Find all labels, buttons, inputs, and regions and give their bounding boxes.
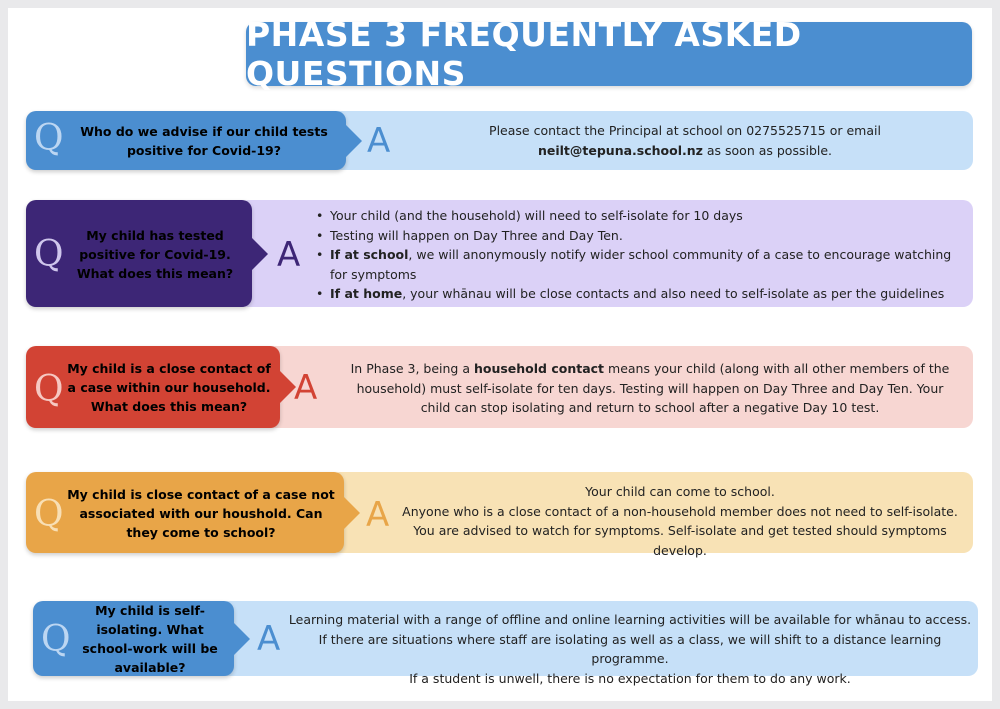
faq-4-q-letter: Q bbox=[34, 494, 64, 535]
faq-1-answer bbox=[405, 121, 965, 160]
list-item: • If at school, we will anonymously notify wider school community of a case to encourage watching for symptoms bbox=[314, 245, 964, 284]
faq-5-question: My child is self-isolating. What school-work will be available? bbox=[82, 602, 218, 675]
faq-1-a-letter: A bbox=[367, 121, 391, 161]
household-contact-term: household contact bbox=[473, 361, 605, 376]
faq-5-answer bbox=[288, 610, 972, 688]
faq-1-question: Who do we advise if our child tests positive for Covid-19? bbox=[80, 123, 328, 158]
faq-4-answer-line-3: You are advised to watch for symptoms. Self-isolate and get tested should symptoms develop. bbox=[413, 523, 947, 558]
faq-2-answer-list bbox=[314, 206, 964, 304]
faq-5-answer-line-1: Learning material with a range of offline and online learning activities will be available for whānau to access. bbox=[288, 612, 972, 627]
contact-email: neilt@tepuna.school.nz bbox=[537, 142, 703, 158]
faq-1-answer-pre: Please contact the Principal at school on 0275525715 or email bbox=[489, 123, 881, 138]
faq-4-a-letter: A bbox=[366, 495, 390, 535]
faq-4-answer-line-2: Anyone who is a close contact of a non-household member does not need to self-isolate. bbox=[402, 503, 958, 519]
faq-5-answer-line-2: If there are situations where staff are isolating as well as a class, we will shift to a distance learning programme. bbox=[318, 631, 942, 666]
faq-2-a-letter: A bbox=[277, 235, 301, 275]
faq-2-question: My child has tested positive for Covid-19. What does this mean? bbox=[76, 227, 234, 281]
faq-5-answer-line-3: If a student is unwell, there is no expectation for them to do any work. bbox=[409, 670, 851, 686]
faq-5-q-letter: Q bbox=[41, 619, 71, 660]
faq-4-question: My child is close contact of a case not associated with our houshold. Can they come to school? bbox=[67, 486, 335, 540]
faq-3-answer: In Phase 3, being a household contact means your child (along with all other members of the household) must self-isolate for ten days. Testing will happen on Day Three and Day Ten. Your child can stop isolating and return to school after a negative Day 10 test. bbox=[350, 361, 950, 415]
list-item: • If at home, your whānau will be close contacts and also need to self-isolate as per the guidelines bbox=[314, 284, 964, 304]
faq-2-answer bbox=[314, 206, 964, 304]
faq-5-a-letter: A bbox=[257, 619, 281, 659]
list-item: • Your child (and the household) will need to self-isolate for 10 days bbox=[314, 206, 964, 226]
list-item: • Testing will happen on Day Three and Day Ten. bbox=[314, 226, 964, 246]
faq-1-q-letter: Q bbox=[34, 118, 64, 159]
faq-3-question: My child is a close contact of a case within our household. What does this mean? bbox=[67, 360, 271, 414]
faq-4-answer-line-1: Your child can come to school. bbox=[585, 484, 775, 499]
faq-3-q-letter: Q bbox=[34, 369, 64, 410]
faq-3-a-letter: A bbox=[294, 368, 318, 408]
faq-2-q-letter: Q bbox=[34, 234, 64, 275]
page-title: PHASE 3 FREQUENTLY ASKED QUESTIONS bbox=[246, 22, 972, 86]
faq-4-answer bbox=[390, 482, 970, 560]
faq-1-answer-post: as soon as possible. bbox=[702, 142, 833, 158]
